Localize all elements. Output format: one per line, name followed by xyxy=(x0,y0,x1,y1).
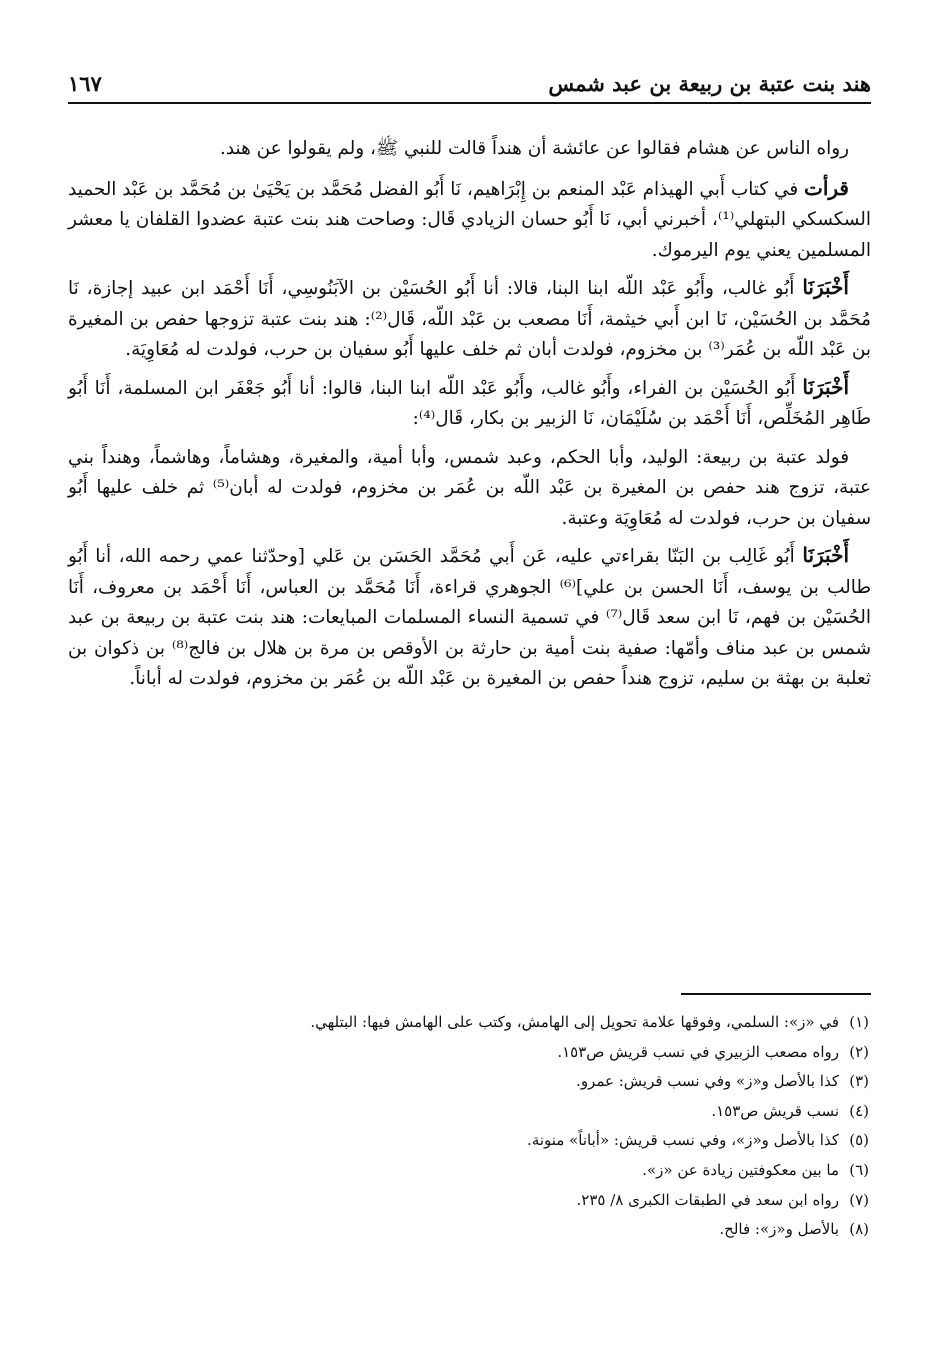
paragraph-text: في كتاب أَبي الهيذام عَبْد المنعم بن إِبْرَاهيم، نَا أَبُو الفضل مُحَمَّد بن يَحْيَىٰ بن مُحَمَّد بن عَبْد الحميد السكسكي البتهلي⁽¹⁾، أخبرني أبي، نَا أَبُو حسان الزيادي قَال: وصاحت هند بنت عتبة عضدوا القلفان يا معشر المسلمين يعني يوم اليرموك. xyxy=(68,178,872,261)
paragraph-lead: أَخْبَرَنَا xyxy=(802,543,849,567)
footnote-separator xyxy=(681,993,871,995)
paragraph xyxy=(68,540,871,695)
footnote xyxy=(68,1097,869,1127)
footnote-text: بالأصل و«ز»: فالح. xyxy=(719,1220,839,1239)
footnote-number: (٥) xyxy=(849,1131,869,1150)
paragraph xyxy=(68,441,871,535)
footnote xyxy=(68,1215,869,1245)
footnote xyxy=(68,1038,869,1068)
footnote-number: (٣) xyxy=(849,1072,869,1091)
paragraph-text: أَبُو غَالِب بن البَنّا بقراءتي عليه، عَن أَبي مُحَمَّد الحَسَن بن عَلي [وحدّثنا عمي رحمه الله، أنا أَبُو طالب بن يوسف، أَنَا الحسن بن علي]⁽⁶⁾ الجوهري قراءة، أَنَا مُحَمَّد بن العباس، أَنَا أَحْمَد بن معروف، أَنَا الحُسَيْن بن فهم، نَا ابن سعد قَال⁽⁷⁾ في تسمية النساء المسلمات المبايعات: هند بنت عتبة بن ربيعة بن عبد شمس بن عبد مناف وأمّها: صفية بنت أمية بن حارثة بن الأوقص بن مرة بن هلال بن فالج⁽⁸⁾ بن ذكوان بن ثعلبة بن بهثة بن سليم، تزوج هنداً حفص بن المغيرة بن عَبْد اللّه بن عُمَر بن مخزوم، فولدت له أباناً. xyxy=(68,546,871,689)
footnote-text: كذا بالأصل و«ز»، وفي نسب قريش: «أباناً» منونة. xyxy=(527,1131,839,1150)
footnote-text: رواه ابن سعد في الطبقات الكبرى ٨/ ٢٣٥. xyxy=(576,1190,839,1209)
paragraph xyxy=(68,272,871,366)
running-title: هند بنت عتبة بن ربيعة بن عبد شمس xyxy=(548,70,871,96)
paragraph-lead: أَخْبَرَنَا xyxy=(802,275,849,299)
paragraph-text: رواه الناس عن هشام فقالوا عن عائشة أن هنداً قالت للنبي ﷺ، ولم يقولوا عن هند. xyxy=(220,138,849,159)
footnote-number: (٧) xyxy=(849,1190,869,1209)
footnote-number: (٦) xyxy=(849,1160,869,1179)
paragraph-lead: أَخْبَرَنَا xyxy=(802,374,849,399)
footnote xyxy=(68,1156,869,1186)
footnote-text: نسب قريش ص١٥٣. xyxy=(711,1101,839,1120)
paragraph xyxy=(68,372,871,435)
footnote-text: ما بين معكوفتين زيادة عن «ز». xyxy=(642,1160,839,1179)
page-header xyxy=(68,64,871,104)
footnote xyxy=(68,1067,869,1097)
paragraph-lead: قرأت xyxy=(804,175,849,200)
footnote-number: (٤) xyxy=(849,1101,869,1120)
paragraph xyxy=(68,173,871,267)
footnote-text: في «ز»: السلمي، وفوقها علامة تحويل إلى الهامش، وكتب على الهامش فيها: البتلهي. xyxy=(310,1013,839,1031)
footnote-text: كذا بالأصل و«ز» وفي نسب قريش: عمرو. xyxy=(576,1072,839,1091)
paragraph-text: أَبُو الحُسَيْن بن الفراء، وأَبُو غالب، وأَبُو عَبْد اللّه ابنا البنا، قالوا: أنا أَبُو جَعْفَر ابن المسلمة، أَنَا أَبُو طَاهِر المُخَلِّص، أَنَا أَحْمَد بن سُلَيْمَان، نَا الزبير بن بكار، قَال⁽⁴⁾: xyxy=(68,377,871,429)
main-text xyxy=(68,132,871,701)
paragraph-text: أَبُو غالب، وأَبُو عَبْد اللّه ابنا البنا، قالا: أنا أَبُو الحُسَيْن بن الآبَنُوسِي، أَنَا أَحْمَد ابن عبيد إجازة، نَا مُحَمَّد بن الحُسَيْن، نَا ابن أَبي خيثمة، أَنَا مصعب بن عَبْد اللّه، قَال⁽²⁾: هند بنت عتبة تزوجها حفص بن المغيرة بن عَبْد اللّه بن عُمَر⁽³⁾ بن مخزوم، فولدت أبان ثم خلف عليها أَبُو سفيان بن حرب، فولدت له مُعَاوِيَة. xyxy=(68,278,871,360)
footnote-number: (١) xyxy=(849,1013,869,1031)
footnote-text: رواه مصعب الزبيري في نسب قريش ص١٥٣. xyxy=(557,1042,839,1061)
footnote xyxy=(68,1008,869,1038)
paragraph xyxy=(68,132,871,165)
footnote xyxy=(68,1126,869,1156)
footnote-number: (٢) xyxy=(849,1042,869,1061)
footnote xyxy=(68,1186,869,1216)
page-number: ١٦٧ xyxy=(68,70,102,96)
paragraph-text: فولد عتبة بن ربيعة: الوليد، وأبا الحكم، وعبد شمس، وأبا أمية، والمغيرة، وهشاماً، وهاشماً، وهنداً بني عتبة، تزوج هند حفص بن المغيرة بن عَبْد اللّه بن عُمَر بن مخزوم، فولدت له أبان⁽⁵⁾ ثم خلف عليها أَبُو سفيان بن حرب، فولدت له مُعَاوِيَة وعتبة. xyxy=(68,446,871,529)
footnote-number: (٨) xyxy=(849,1220,869,1239)
footnotes xyxy=(68,1008,869,1245)
